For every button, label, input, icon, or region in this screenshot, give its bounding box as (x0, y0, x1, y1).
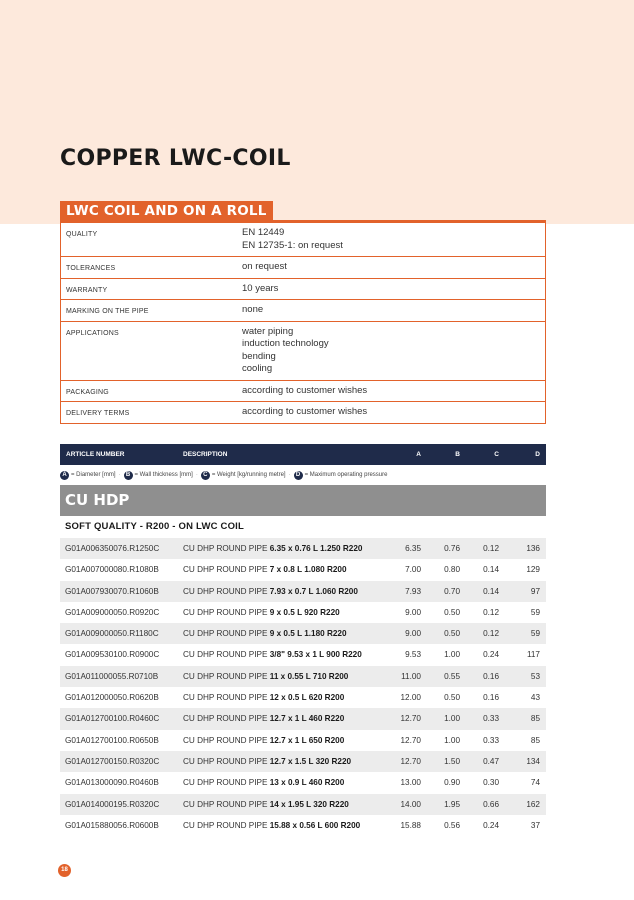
description-dimensions: 3/8" 9.53 x 1 L 900 R220 (269, 650, 362, 660)
value-d: 85 (530, 714, 540, 724)
legend-badge: C (201, 471, 210, 480)
legend-separator: · (118, 472, 121, 478)
value-c: 0.47 (483, 756, 499, 766)
table-row (60, 687, 546, 708)
legend-text: = Diameter [mm] (71, 472, 116, 478)
table-row (60, 581, 546, 602)
description-prefix: CU DHP ROUND PIPE (183, 586, 268, 596)
value-b: 0.50 (444, 607, 460, 617)
description (183, 565, 347, 574)
table-row (60, 644, 546, 665)
value-a: 7.93 (405, 586, 421, 596)
spec-label: APPLICATIONS (66, 329, 119, 337)
value-d: 59 (530, 607, 540, 617)
value-b: 0.76 (444, 544, 460, 553)
article-number: G01A012700100.R0460C (65, 714, 160, 724)
spec-value: on request (242, 261, 287, 272)
value-b: 0.50 (444, 629, 460, 639)
description-dimensions: 12 x 0.5 L 620 R200 (269, 693, 345, 703)
header-description: DESCRIPTION (183, 451, 228, 458)
article-number: G01A013000090.R0460B (65, 778, 159, 788)
value-b: 1.50 (444, 756, 460, 766)
legend-badge: D (294, 471, 303, 480)
legend-item (124, 471, 193, 480)
value-d: 74 (530, 778, 540, 788)
legend-badge: B (124, 471, 133, 480)
description-prefix: CU DHP ROUND PIPE (183, 799, 268, 809)
description-dimensions: 9 x 0.5 L 920 R220 (269, 607, 340, 617)
value-a: 12.70 (400, 714, 421, 724)
legend-text: = Maximum operating pressure (304, 472, 388, 478)
article-number: G01A009530100.R0900C (65, 650, 160, 660)
article-number: G01A007930070.R1060B (65, 586, 159, 596)
article-number: G01A006350076.R1250C (65, 544, 160, 553)
description-dimensions: 11 x 0.55 L 710 R200 (269, 671, 349, 681)
value-b: 1.00 (444, 735, 460, 745)
description-prefix: CU DHP ROUND PIPE (183, 714, 268, 724)
table-row (60, 666, 546, 687)
spec-value: 10 years (242, 282, 279, 294)
value-a: 7.00 (405, 565, 421, 575)
description-prefix: CU DHP ROUND PIPE (183, 607, 268, 617)
spec-value: bending (242, 350, 276, 362)
value-d: 97 (530, 586, 540, 596)
section-title: LWC COIL AND ON A ROLL (60, 201, 273, 220)
value-b: 1.00 (444, 714, 460, 724)
description-dimensions: 7.93 x 0.7 L 1.060 R200 (269, 586, 358, 596)
description-dimensions: 12.7 x 1 L 460 R220 (269, 714, 345, 724)
description (183, 757, 351, 766)
article-number: G01A007000080.R1080B (65, 565, 159, 575)
table-row (60, 730, 546, 751)
description-dimensions: 12.7 x 1 L 650 R200 (269, 735, 345, 745)
description-prefix: CU DHP ROUND PIPE (183, 544, 268, 553)
legend-separator: · (288, 472, 291, 478)
description-prefix: CU DHP ROUND PIPE (183, 650, 268, 660)
value-d: 129 (526, 565, 540, 575)
hero-band (0, 0, 634, 224)
value-a: 12.00 (400, 693, 421, 703)
spec-table (60, 220, 546, 424)
description-dimensions: 13 x 0.9 L 460 R200 (269, 778, 345, 788)
value-c: 0.14 (483, 565, 499, 575)
header-d: D (535, 451, 540, 458)
table-row (60, 708, 546, 729)
value-b: 0.80 (444, 565, 460, 575)
table-row (60, 794, 546, 815)
value-c: 0.33 (483, 735, 499, 745)
subheading: SOFT QUALITY - R200 - ON LWC COIL (65, 521, 245, 532)
spec-label: TOLERANCES (66, 265, 116, 272)
value-a: 9.00 (405, 607, 421, 617)
description (183, 800, 349, 809)
description (183, 650, 362, 659)
value-d: 53 (530, 671, 540, 681)
spec-values (242, 402, 545, 423)
table-row (60, 751, 546, 772)
description (183, 821, 360, 830)
header-a: A (416, 451, 421, 458)
value-c: 0.14 (483, 586, 499, 596)
description (183, 608, 340, 617)
description (183, 544, 362, 553)
legend-separator: · (195, 472, 198, 478)
description-prefix: CU DHP ROUND PIPE (183, 778, 268, 788)
spec-value: none (242, 304, 264, 315)
spec-row (61, 299, 545, 321)
legend-item (294, 471, 388, 480)
table-row (60, 815, 546, 836)
value-a: 14.00 (400, 799, 421, 809)
description-dimensions: 7 x 0.8 L 1.080 R200 (269, 565, 347, 575)
value-d: 59 (530, 629, 540, 639)
value-c: 0.30 (483, 778, 499, 788)
page-title: COPPER LWC-COIL (60, 146, 291, 171)
spec-label: QUALITY (66, 231, 98, 238)
value-d: 85 (530, 735, 540, 745)
article-number: G01A015880056.R0600B (65, 820, 159, 830)
description-dimensions: 6.35 x 0.76 L 1.250 R220 (269, 544, 363, 553)
description-prefix: CU DHP ROUND PIPE (183, 820, 268, 830)
group-title: CU HDP (60, 485, 546, 516)
spec-row (61, 401, 545, 423)
page-number: 18 (58, 864, 71, 877)
spec-row (61, 256, 545, 278)
legend-item (60, 471, 116, 480)
value-c: 0.24 (483, 650, 499, 660)
value-c: 0.66 (483, 799, 499, 809)
legend-badge: A (60, 471, 69, 480)
value-b: 0.55 (444, 671, 460, 681)
value-a: 15.88 (400, 820, 421, 830)
spec-value: EN 12449 (242, 227, 285, 238)
spec-row (61, 380, 545, 402)
spec-row (61, 278, 545, 300)
value-d: 117 (526, 650, 540, 660)
value-a: 9.00 (405, 629, 421, 639)
description-dimensions: 14 x 1.95 L 320 R220 (269, 799, 349, 809)
description-prefix: CU DHP ROUND PIPE (183, 629, 268, 639)
article-number: G01A012000050.R0620B (65, 693, 159, 703)
value-c: 0.16 (483, 693, 499, 703)
value-b: 0.70 (444, 586, 460, 596)
value-d: 37 (530, 820, 540, 830)
value-c: 0.24 (483, 820, 499, 830)
description (183, 587, 358, 596)
value-c: 0.12 (483, 544, 499, 553)
value-b: 1.95 (444, 799, 460, 809)
description-prefix: CU DHP ROUND PIPE (183, 735, 268, 745)
description (183, 714, 344, 723)
value-a: 6.35 (405, 544, 421, 553)
value-d: 136 (526, 544, 540, 553)
value-a: 12.70 (400, 735, 421, 745)
value-c: 0.16 (483, 671, 499, 681)
description (183, 693, 344, 702)
table-row (60, 559, 546, 580)
legend-text: = Weight [kg/running metre] (211, 472, 286, 478)
spec-value: water piping (242, 325, 294, 337)
spec-values (242, 322, 545, 380)
article-table-header (60, 444, 546, 465)
value-c: 0.33 (483, 714, 499, 724)
description-dimensions: 12.7 x 1.5 L 320 R220 (269, 756, 352, 766)
spec-values (242, 300, 545, 321)
spec-label: MARKING ON THE PIPE (66, 308, 149, 315)
header-c: C (494, 451, 499, 458)
article-number: G01A012700100.R0650B (65, 735, 159, 745)
spec-value: cooling (242, 363, 273, 374)
spec-row (61, 321, 545, 380)
description-prefix: CU DHP ROUND PIPE (183, 565, 268, 575)
value-d: 134 (526, 756, 540, 766)
value-a: 12.70 (400, 756, 421, 766)
article-number: G01A009000050.R1180C (65, 629, 159, 639)
column-legend (60, 469, 387, 481)
value-a: 13.00 (400, 778, 421, 788)
spec-values (242, 257, 545, 278)
spec-row (61, 223, 545, 256)
spec-label: DELIVERY TERMS (66, 410, 130, 417)
header-b: B (455, 451, 460, 458)
spec-label: WARRANTY (66, 286, 108, 294)
legend-item (201, 471, 286, 480)
description-prefix: CU DHP ROUND PIPE (183, 693, 268, 703)
value-b: 0.56 (444, 820, 460, 830)
value-d: 162 (526, 799, 540, 809)
description-dimensions: 9 x 0.5 L 1.180 R220 (269, 629, 347, 639)
description-dimensions: 15.88 x 0.56 L 600 R200 (269, 820, 361, 830)
description-prefix: CU DHP ROUND PIPE (183, 671, 268, 681)
spec-values (242, 223, 545, 256)
header-article-number: ARTICLE NUMBER (66, 451, 125, 458)
article-number: G01A011000055.R0710B (65, 671, 159, 681)
description (183, 778, 344, 787)
table-row (60, 623, 546, 644)
value-b: 1.00 (444, 650, 460, 660)
value-a: 9.53 (405, 650, 421, 660)
spec-values (242, 279, 545, 300)
table-row (60, 772, 546, 793)
table-row (60, 602, 546, 623)
spec-value: EN 12735-1: on request (242, 239, 343, 251)
spec-value: according to customer wishes (242, 406, 368, 417)
table-row (60, 538, 546, 559)
value-c: 0.12 (483, 607, 499, 617)
article-number: G01A009000050.R0920C (65, 607, 160, 617)
description (183, 672, 348, 681)
description-prefix: CU DHP ROUND PIPE (183, 756, 268, 766)
spec-value: induction technology (242, 338, 329, 349)
value-b: 0.50 (444, 693, 460, 703)
spec-values (242, 381, 545, 402)
value-b: 0.90 (444, 778, 460, 788)
value-d: 43 (530, 693, 540, 703)
article-number: G01A014000195.R0320C (65, 799, 160, 809)
spec-value: according to customer wishes (242, 384, 368, 396)
value-a: 11.00 (401, 671, 421, 681)
description (183, 629, 347, 638)
value-c: 0.12 (483, 629, 499, 639)
description (183, 736, 344, 745)
product-table (60, 538, 546, 836)
spec-label: PACKAGING (66, 388, 109, 396)
legend-text: = Wall thickness [mm] (134, 472, 193, 478)
article-number: G01A012700150.R0320C (65, 756, 160, 766)
